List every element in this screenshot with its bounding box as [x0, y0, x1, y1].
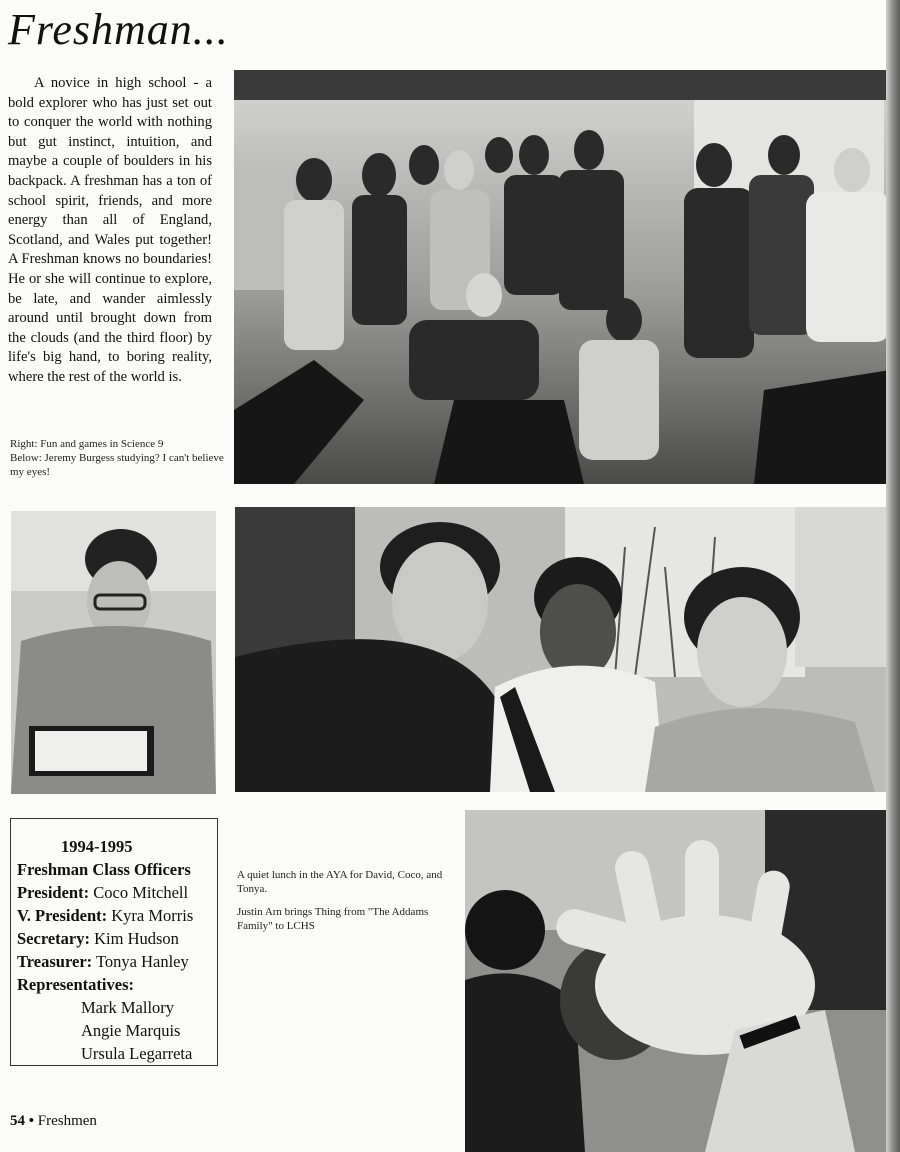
photo-thing-hand — [465, 810, 893, 1152]
representative: Ursula Legarreta — [81, 1044, 193, 1063]
representative: Angie Marquis — [81, 1021, 181, 1040]
intro-paragraph: A novice in high school - a bold explorer who has just set out to conquer the world with nothing but gut instinct, intuition, and maybe a couple of boulders in his backpack. A freshman has a ton of school spirit, friends, and more energy than all of England, Scotland, and Wales put together! A Freshman knows no boundaries! He or she will continue to explore, be late, and wander aimlessly around until brought down from the clouds (and the third floor) by life's big hand, to boring reality, where the rest of the world is. — [8, 75, 212, 385]
officer-vice-president: V. President: Kyra Morris — [17, 906, 194, 925]
officers-year: 1994-1995 — [61, 837, 133, 856]
caption-lunch: A quiet lunch in the AYA for David, Coco, and Tonya. — [237, 869, 443, 895]
officers-heading: Freshman Class Officers — [17, 860, 191, 879]
page-edge-shadow — [886, 0, 900, 1152]
photo-jeremy-studying — [11, 511, 216, 794]
caption-science: Right: Fun and games in Science 9 — [10, 438, 164, 450]
photo-quiet-lunch — [235, 507, 890, 792]
class-officers-box — [10, 818, 218, 1066]
footer-section: Freshmen — [37, 1113, 97, 1129]
caption-right — [237, 868, 452, 942]
page-number: 54 — [10, 1113, 25, 1129]
officer-president: President: Coco Mitchell — [17, 883, 189, 902]
caption-thing: Justin Arn brings Thing from "The Addams Family" to LCHS — [237, 906, 429, 932]
caption-studying: Below: Jeremy Burgess studying? I can't believe my eyes! — [10, 452, 224, 478]
page-footer — [10, 1113, 97, 1130]
representatives-heading: Representatives: — [17, 975, 134, 994]
page-title: Freshman... — [8, 5, 229, 54]
representative: Mark Mallory — [81, 998, 175, 1017]
officer-secretary: Secretary: Kim Hudson — [17, 929, 179, 948]
footer-bullet: • — [28, 1113, 35, 1129]
officer-treasurer: Treasurer: Tonya Hanley — [17, 952, 189, 971]
caption-left — [10, 437, 225, 479]
photo-science-class — [234, 70, 890, 484]
